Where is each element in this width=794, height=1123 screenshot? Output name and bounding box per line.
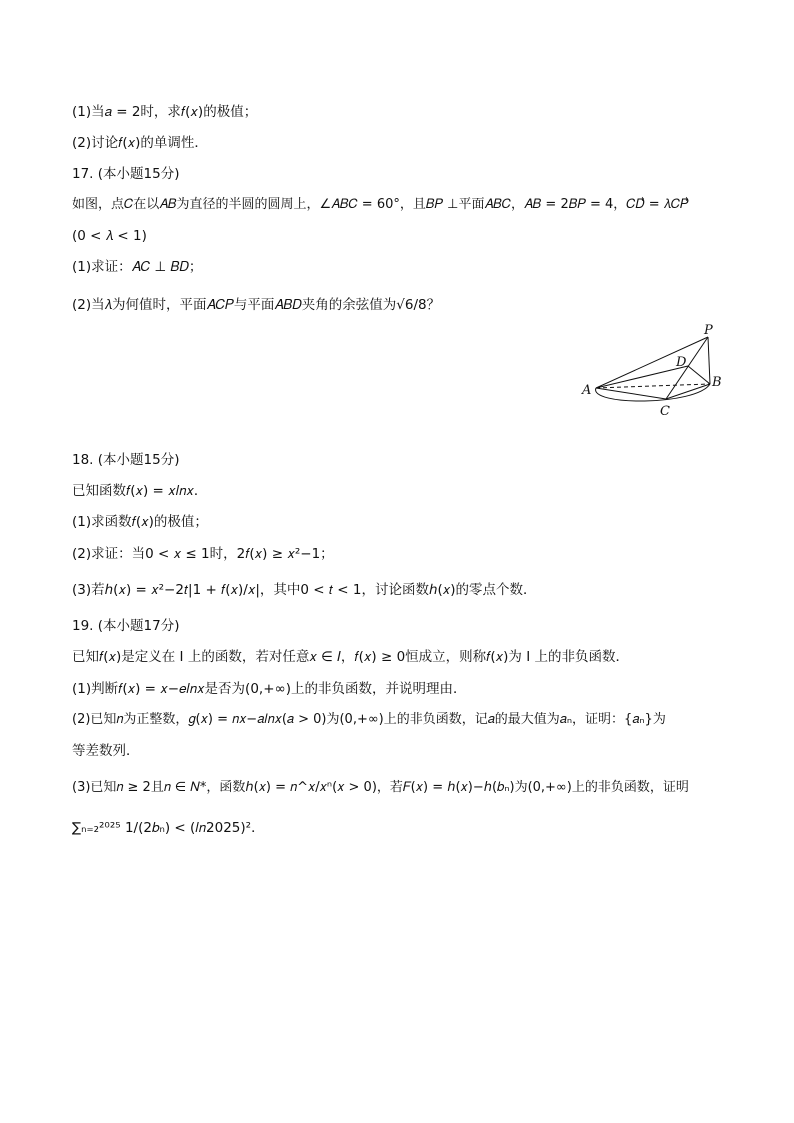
problem-17-part-1: (1)求证：𝐴𝐶 ⊥ 𝐵𝐷； (72, 259, 203, 275)
problem-17-statement: 如图，点𝐶在以𝐴𝐵为直径的半圆的圆周上，∠𝐴𝐵𝐶 = 60°，且𝐵𝑃 ⊥平面𝐴𝐵𝐶，𝐴𝐵 = 2𝐵𝑃 = 4，𝐶𝐷⃗ = 𝜆𝐶𝑃⃗ (72, 197, 689, 212)
segment-db (688, 366, 710, 384)
problem-17-statement-cont: (0 < 𝜆 < 1) (72, 228, 147, 244)
segment-cb (666, 384, 710, 399)
segment-ab (596, 384, 710, 388)
segment-ad (596, 366, 688, 388)
geometry-figure (578, 322, 728, 426)
problem-19-header: 19. (本小题17分) (72, 618, 180, 634)
semicircle-arc (596, 384, 710, 401)
label-b: B (712, 375, 722, 390)
problem-19-part-3: (3)已知𝑛 ≥ 2且𝑛 ∈ 𝑁*，函数ℎ(𝑥) = 𝑛^𝑥/𝑥ⁿ(𝑥 > 0)，若𝐹(𝑥) = ℎ(𝑥)−ℎ(𝑏ₙ)为(0,+∞)上的非负函数，证明 (72, 780, 689, 795)
problem-19-part-1: (1)判断𝑓(𝑥) = 𝑥−𝑒𝑙𝑛𝑥是否为(0,+∞)上的非负函数，并说明理由． (72, 681, 467, 697)
label-c: C (660, 404, 670, 419)
label-p: P (704, 323, 713, 338)
problem-19-part-2: (2)已知𝑛为正整数，𝑔(𝑥) = 𝑛𝑥−𝑎𝑙𝑛𝑥(𝑎 > 0)为(0,+∞)上的非负函数，记𝑎的最大值为𝑎ₙ，证明：{𝑎ₙ}为 (72, 712, 666, 727)
problem-19-part-2-cont: 等差数列． (72, 743, 140, 759)
problem-19-part-3-cont: ∑ₙ₌₂²⁰²⁵ 1/(2𝑏ₙ) < (𝑙𝑛2025)²． (72, 820, 265, 836)
problem-17-part-2: (2)当𝜆为何值时，平面𝐴𝐶𝑃与平面𝐴𝐵𝐷夹角的余弦值为√6/8？ (72, 297, 441, 313)
label-a: A (582, 383, 592, 398)
problem-18-part-1: (1)求函数𝑓(𝑥)的极值； (72, 514, 208, 530)
problem-18-part-2: (2)求证：当0 < 𝑥 ≤ 1时，2𝑓(𝑥) ≥ 𝑥²−1； (72, 546, 334, 562)
problem-19-statement: 已知𝑓(𝑥)是定义在 I 上的函数，若对任意𝑥 ∈ 𝐼，𝑓(𝑥) ≥ 0恒成立，则称𝑓(𝑥)为 I 上的非负函数． (72, 649, 629, 665)
problem-18-header: 18. (本小题15分) (72, 452, 180, 468)
segment-bp (708, 337, 710, 384)
label-d: D (676, 355, 687, 370)
line-17-1: (1)当𝑎 = 2时，求𝑓(𝑥)的极值； (72, 104, 258, 120)
problem-17-header: 17. (本小题15分) (72, 166, 180, 182)
problem-18-part-3: (3)若ℎ(𝑥) = 𝑥²−2𝑡|1 + 𝑓(𝑥)/𝑥|，其中0 < 𝑡 < 1，讨论函数ℎ(𝑥)的零点个数． (72, 582, 537, 598)
problem-18-statement: 已知函数𝑓(𝑥) = 𝑥𝑙𝑛𝑥． (72, 483, 208, 499)
line-17-2: (2)讨论𝑓(𝑥)的单调性． (72, 135, 208, 151)
